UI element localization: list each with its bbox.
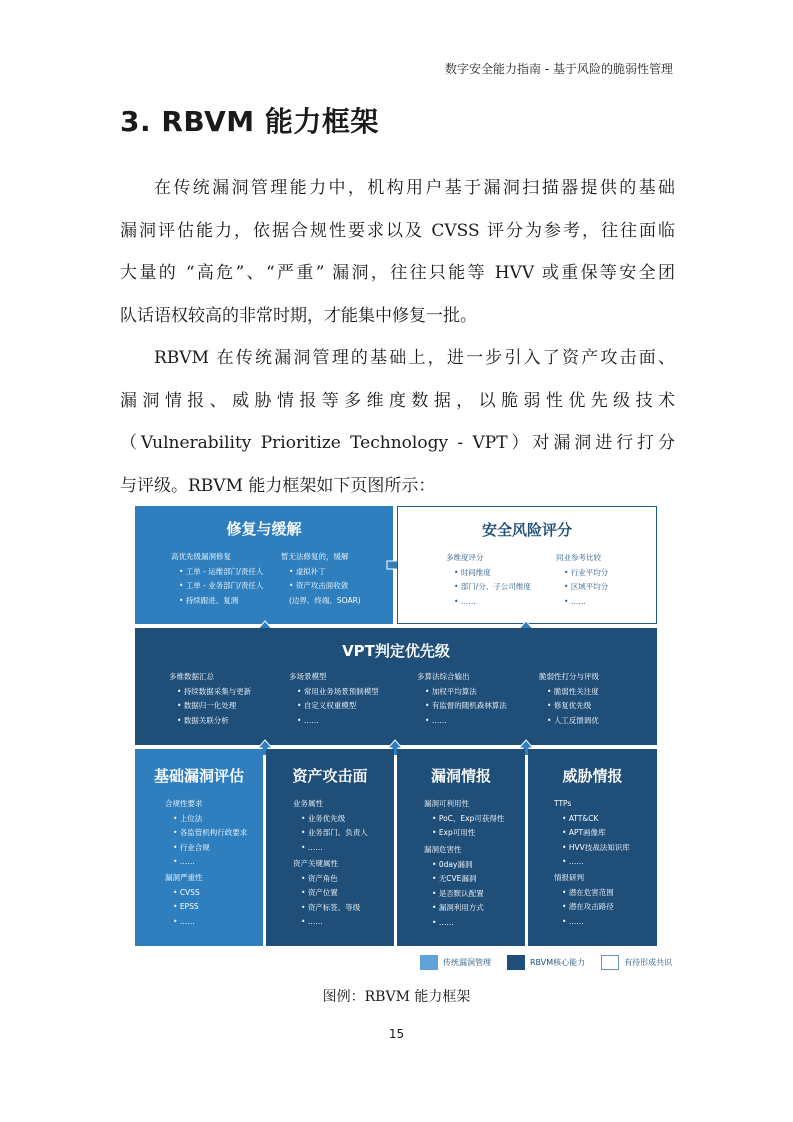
col-heading: 同业参考比较	[556, 553, 601, 562]
col-item: • 部门/分、子公司维度	[446, 580, 531, 595]
col-heading: 暂无法修复的，缓解	[281, 552, 349, 561]
paragraph-line: 漏洞评估能力，依据合规性要求以及 CVSS 评分为参考，往往面临	[120, 220, 675, 241]
col-heading: 漏洞危害性	[424, 845, 462, 854]
asset-attack-surface-box	[266, 749, 394, 946]
risk-col-1	[446, 551, 531, 609]
repair-box	[135, 506, 393, 624]
threat-intel-group-1	[554, 797, 630, 870]
col-heading: 业务属性	[293, 799, 323, 808]
risk-score-title: 安全风险评分	[481, 521, 572, 539]
legend-label: 传统漏洞管理	[443, 958, 491, 967]
repair-title: 修复与缓解	[226, 520, 302, 538]
col-item: • 自定义权重模型	[289, 699, 379, 714]
legend-swatch-light	[420, 955, 438, 970]
asset-group-2	[293, 857, 360, 930]
paragraph-1	[120, 167, 675, 337]
col-item: • EPSS	[165, 900, 203, 915]
col-heading: 多维度评分	[446, 553, 484, 562]
risk-score-box	[397, 506, 657, 624]
legend-swatch-outline	[601, 955, 619, 970]
basic-group-1	[165, 797, 247, 870]
vuln-intel-title: 漏洞情报	[430, 767, 491, 785]
basic-group-2	[165, 871, 203, 929]
legend-item-traditional	[420, 955, 491, 970]
vpt-title: VPT判定优先级	[342, 642, 450, 660]
threat-intel-group-2	[554, 871, 614, 929]
col-item: • ……	[417, 714, 507, 729]
vpt-box	[135, 628, 657, 745]
rbvm-framework-diagram	[135, 506, 657, 946]
legend-label: 有待形成共识	[624, 958, 673, 967]
col-item: • 是否默认配置	[424, 887, 484, 902]
figure-caption: 图例：RBVM 能力框架	[322, 989, 471, 1005]
paragraph-2	[120, 337, 675, 507]
vuln-intel-group-1	[424, 797, 504, 841]
col-item: • 0day漏洞	[424, 858, 484, 873]
paragraph-line: 队话语权较高的非常时期，才能集中修复一批。	[120, 305, 477, 326]
col-item: • ATT&CK	[554, 812, 630, 827]
asset-group-1	[293, 797, 368, 855]
paragraph-line: 与评级。RBVM 能力框架如下页图所示：	[120, 475, 436, 496]
col-heading: 漏洞可利用性	[424, 799, 469, 808]
col-item: • 潜在攻击路径	[554, 900, 614, 915]
col-item: • ……	[556, 595, 608, 610]
vuln-intel-group-2	[424, 843, 484, 930]
col-item: • 各监管机构行政要求	[165, 826, 247, 841]
col-item: • 无CVE漏洞	[424, 872, 484, 887]
col-item: • ……	[424, 916, 484, 931]
col-item: • 行业合规	[165, 841, 247, 856]
col-item: • 持续数据采集与更新	[169, 685, 251, 700]
vuln-intel-box	[397, 749, 525, 946]
col-item: • CVSS	[165, 886, 203, 901]
col-item: • 上位法	[165, 812, 247, 827]
col-item: • 时间维度	[446, 566, 531, 581]
col-item: • 业务优先级	[293, 812, 368, 827]
col-item: • HVV技战法知识库	[554, 841, 630, 856]
col-item: • ……	[446, 595, 531, 610]
col-item: • 区域平均分	[556, 580, 608, 595]
paragraph-line: 漏洞情报、威胁情报等多维度数据，以脆弱性优先级技术	[120, 390, 675, 411]
col-heading: 高优先级漏洞修复	[171, 552, 231, 561]
vpt-col-1	[169, 670, 251, 728]
col-item: • 数据归一化处理	[169, 699, 251, 714]
col-heading: TTPs	[554, 799, 572, 808]
col-heading: 多维数据汇总	[169, 672, 214, 681]
paragraph-line: RBVM 在传统漏洞管理的基础上，进一步引入了资产攻击面、	[154, 348, 675, 368]
col-heading: 脆弱性打分与评级	[539, 672, 599, 681]
vpt-col-4	[539, 670, 599, 728]
legend-label: RBVM核心能力	[530, 958, 586, 967]
section-title: 3. RBVM 能力框架	[120, 105, 379, 138]
col-item: • ……	[554, 855, 630, 870]
col-item: • 资产攻击面收敛	[281, 579, 361, 594]
col-item: • PoC、Exp可获得性	[424, 812, 504, 827]
col-item: • 资产角色	[293, 872, 360, 887]
col-item: • Exp可用性	[424, 826, 504, 841]
threat-intel-title: 威胁情报	[562, 767, 623, 785]
col-heading: 合规性要求	[165, 799, 203, 808]
col-item: • 资产位置	[293, 886, 360, 901]
threat-intel-box	[528, 749, 657, 946]
col-heading: 漏洞严重性	[165, 873, 203, 882]
vpt-col-2	[289, 670, 379, 728]
vpt-col-3	[417, 670, 507, 728]
col-heading: 多算法综合输出	[417, 672, 470, 681]
col-heading: 情报研判	[554, 873, 584, 882]
col-item: • 脆弱性关注度	[539, 685, 599, 700]
col-item: • ……	[293, 915, 360, 930]
col-item: • 工单 - 业务部门/责任人	[171, 579, 263, 594]
asset-attack-surface-title: 资产攻击面	[292, 767, 368, 785]
col-item: • 潜在危害范围	[554, 886, 614, 901]
page-number: 15	[388, 1027, 405, 1041]
col-item-note: (边界、终端、SOAR)	[289, 595, 361, 605]
col-item: • ……	[165, 855, 247, 870]
basic-assessment-title: 基础漏洞评估	[153, 767, 244, 785]
col-item: • 有监督的随机森林算法	[417, 699, 507, 714]
col-item: • 数据关联分析	[169, 714, 251, 729]
col-item: • ……	[165, 915, 203, 930]
legend-swatch-dark	[507, 955, 525, 970]
paragraph-line: 大量的 “高危”、“严重” 漏洞，往往只能等 HVV 或重保等安全团	[120, 263, 675, 283]
col-item: • 加权平均算法	[417, 685, 507, 700]
col-item: • 工单 - 运维部门/责任人	[171, 565, 263, 580]
legend-item-core	[507, 955, 585, 970]
running-header: 数字安全能力指南 - 基于风险的脆弱性管理	[445, 62, 673, 76]
col-item: • 人工反馈调优	[539, 714, 599, 729]
col-item: • 业务部门、负责人	[293, 826, 368, 841]
col-heading: 资产关键属性	[293, 859, 338, 868]
col-item: • 漏洞利用方式	[424, 901, 484, 916]
col-item: • ……	[554, 915, 614, 930]
col-item: • APT画像库	[554, 826, 630, 841]
col-item: • 行业平均分	[556, 566, 608, 581]
risk-col-2	[556, 551, 608, 609]
col-item: • 持续跟进、复测	[171, 594, 263, 609]
paragraph-line: （Vulnerability Prioritize Technology - VPT）对漏洞进行打分	[120, 433, 675, 453]
col-heading: 多场景模型	[289, 672, 327, 681]
col-item: • 虚拟补丁	[281, 565, 361, 580]
diagram-legend	[420, 955, 682, 970]
legend-item-pending	[601, 955, 672, 970]
paragraph-line: 在传统漏洞管理能力中，机构用户基于漏洞扫描器提供的基础	[154, 178, 675, 198]
col-item: • 常用业务场景预制模型	[289, 685, 379, 700]
col-item: • 修复优先级	[539, 699, 599, 714]
col-item: • ……	[289, 714, 379, 729]
basic-assessment-box	[135, 749, 263, 946]
repair-col-1	[171, 550, 263, 608]
col-item: • ……	[293, 841, 368, 856]
col-item: • 资产标签、等级	[293, 901, 360, 916]
repair-col-2	[281, 550, 361, 608]
